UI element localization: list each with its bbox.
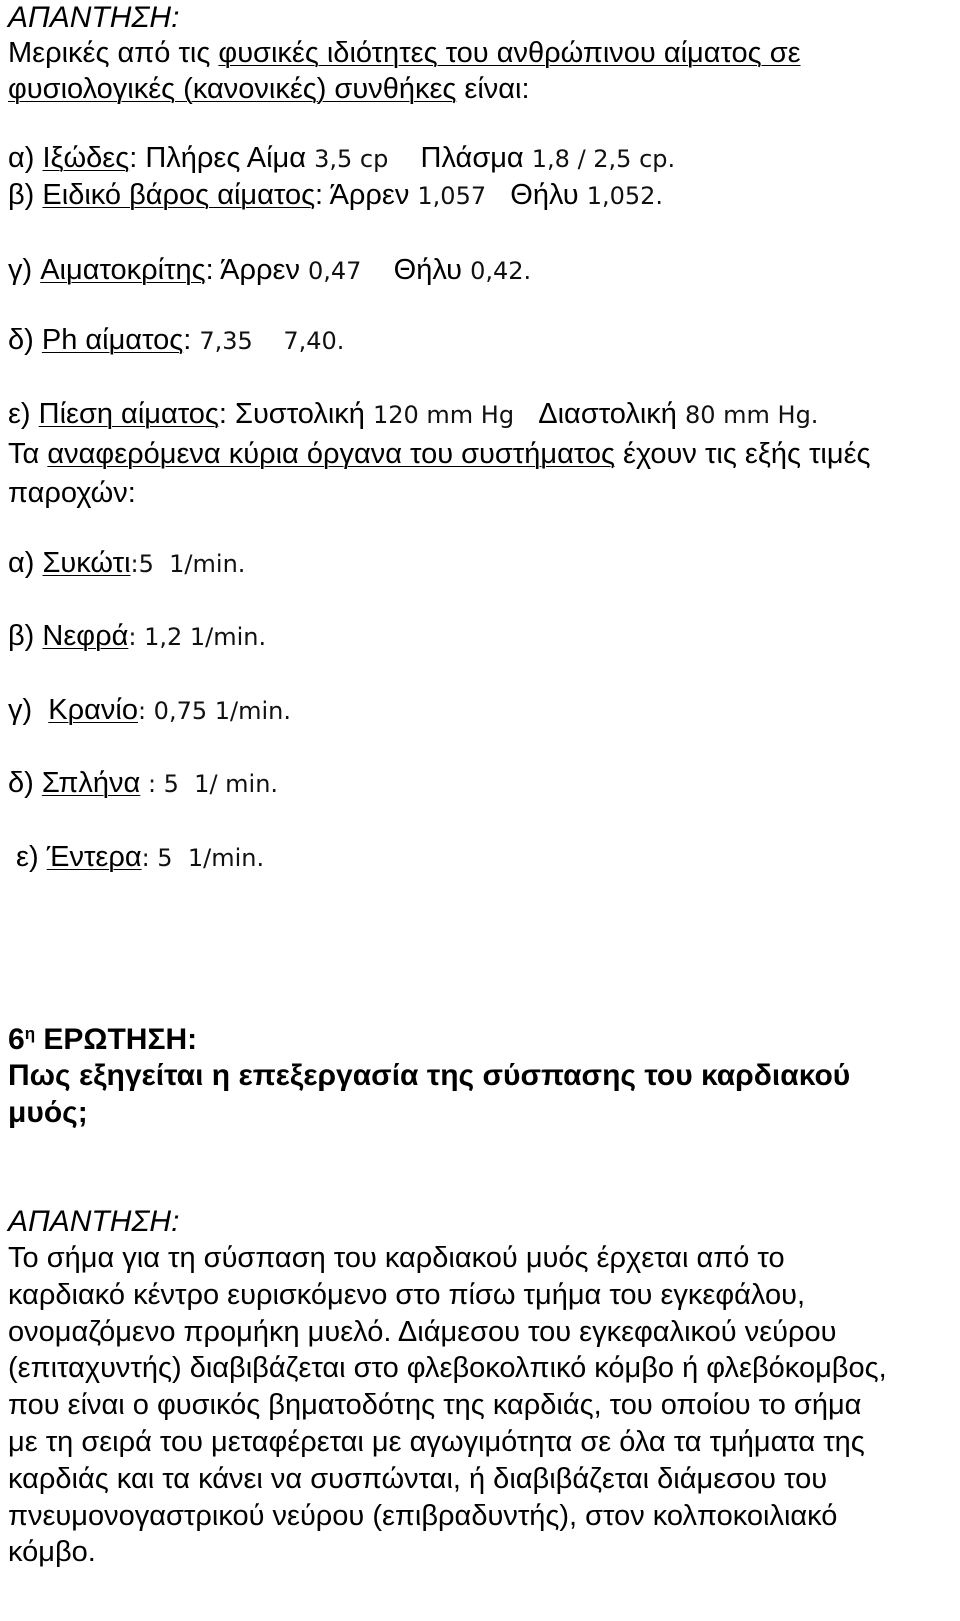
organ-value: : 5 1/ min.	[140, 770, 279, 798]
answer-heading: ΑΠΑΝΤΗΣΗ:	[8, 1205, 180, 1238]
property-line	[8, 396, 818, 433]
intro-underlined-text: φυσιολογικές (κανονικές) συνθήκες	[8, 73, 457, 105]
separator: :	[218, 398, 236, 430]
property-line	[8, 322, 344, 359]
answer-line: καρδιακό κέντρο ευρισκόμενο στο πίσω τμήμα του εγκεφάλου,	[8, 1278, 806, 1311]
property-value: 1,8 / 2,5 cp.	[531, 145, 676, 173]
separator: :	[205, 254, 221, 286]
question-label: ΕΡΩΤΗΣΗ:	[35, 1023, 198, 1056]
item-marker: ε)	[8, 841, 47, 873]
organ-term: Νεφρά	[42, 620, 129, 652]
property-label: Άρρεν	[220, 254, 309, 286]
answer-line: με τη σειρά του μεταφέρεται με αγωγιμότητα σε όλα τα τμήματα της	[8, 1426, 865, 1458]
organ-value: : 1,2 1/min.	[128, 623, 267, 651]
property-value: 1,057	[417, 182, 487, 210]
organs-intro-text: Τα	[8, 438, 48, 470]
item-marker: β)	[8, 620, 43, 652]
organs-intro-underlined-text: αναφερόμενα κύρια όργανα του συστήματος	[47, 438, 615, 470]
organ-line	[8, 839, 264, 876]
item-marker: δ)	[8, 324, 42, 356]
question-number: 6	[8, 1023, 25, 1056]
property-term: Ph αίματος	[41, 324, 184, 356]
intro-text: είναι:	[456, 73, 530, 105]
property-label: Πλάσμα	[388, 142, 532, 174]
organ-line	[8, 618, 266, 655]
property-value: 80 mm Hg.	[684, 401, 819, 429]
answer-heading: ΑΠΑΝΤΗΣΗ:	[8, 1, 180, 34]
property-label: Πλήρες Αίμα	[145, 142, 315, 174]
property-label: Θήλυ	[486, 179, 587, 211]
organ-line	[8, 765, 278, 802]
organ-term: Έντερα	[46, 841, 142, 873]
property-line	[8, 177, 663, 214]
answer-line: καρδιάς και τα κάνει να συσπώνται, ή διαβιβάζεται διάμεσου του	[8, 1462, 828, 1495]
property-value: 1,052.	[586, 182, 664, 210]
question-heading	[8, 1022, 197, 1058]
property-value: 3,5 cp	[314, 145, 389, 173]
intro-text: Μερικές από τις	[8, 37, 219, 69]
property-term: Ειδικό βάρος αίματος	[42, 179, 316, 211]
intro-line-1	[8, 35, 801, 71]
answer-line: που είναι ο φυσικός βηματοδότης της καρδιάς, του οποίου το σήμα	[8, 1389, 862, 1422]
answer-line: ονομαζόμενο προμήκη μυελό. Διάμεσου του εγκεφαλικού νεύρου	[8, 1315, 837, 1348]
separator: :	[129, 142, 146, 174]
property-value: 120 mm Hg	[372, 401, 515, 429]
question-text-line: μυός;	[8, 1096, 88, 1129]
answer-line: πνευμονογαστρικού νεύρου (επιβραδυντής), στον κολποκοιλιακό	[8, 1499, 838, 1532]
property-label: Διαστολική	[514, 398, 685, 430]
item-marker: ε)	[8, 398, 39, 430]
item-marker: α)	[8, 547, 43, 579]
property-term: Αιματοκρίτης	[40, 254, 206, 286]
property-term: Πίεση αίματος	[38, 398, 219, 430]
organs-intro-line-2: παροχών:	[8, 477, 136, 509]
separator: :	[315, 179, 330, 211]
item-marker: α)	[8, 142, 43, 174]
property-label: Άρρεν	[329, 179, 418, 211]
answer-line: (επιταχυντής) διαβιβάζεται στο φλεβοκολπικό κόμβο ή φλεβόκομβος,	[8, 1352, 887, 1385]
organ-value: : 5 1/min.	[141, 844, 265, 872]
organ-value: :5 1/min.	[130, 550, 246, 578]
answer-line: κόμβο.	[8, 1536, 96, 1569]
organs-intro-line-1	[8, 436, 871, 472]
property-value: 0,42.	[470, 257, 532, 285]
property-term: Ιξώδες	[42, 142, 130, 174]
property-line	[8, 140, 675, 177]
item-marker: γ)	[8, 254, 41, 286]
property-value: 0,47	[308, 257, 362, 285]
organ-line	[8, 545, 245, 582]
question-ordinal: η	[24, 1024, 36, 1043]
property-value: 7,35 7,40.	[199, 327, 345, 355]
organ-term: Συκώτι	[42, 547, 131, 579]
organs-intro-text: έχουν τις εξής τιμές	[615, 438, 871, 470]
property-line	[8, 252, 531, 289]
organ-line	[8, 692, 291, 729]
property-label: Συστολική	[235, 398, 373, 430]
intro-line-2	[8, 71, 530, 107]
item-marker: δ)	[8, 767, 42, 799]
organ-value: : 0,75 1/min.	[137, 697, 291, 725]
property-label: Θήλυ	[361, 254, 471, 286]
question-text-line: Πως εξηγείται η επεξεργασία της σύσπασης του καρδιακού	[8, 1059, 851, 1092]
answer-line: Το σήμα για τη σύσπαση του καρδιακού μυός έρχεται από το	[8, 1242, 785, 1274]
intro-underlined-text: φυσικές ιδιότητες του ανθρώπινου αίματος σε	[218, 37, 801, 69]
separator: :	[183, 324, 200, 356]
organ-term: Σπλήνα	[41, 767, 141, 799]
item-marker: β)	[8, 179, 43, 211]
item-marker: γ)	[8, 694, 49, 726]
organ-term: Κρανίο	[48, 694, 138, 726]
